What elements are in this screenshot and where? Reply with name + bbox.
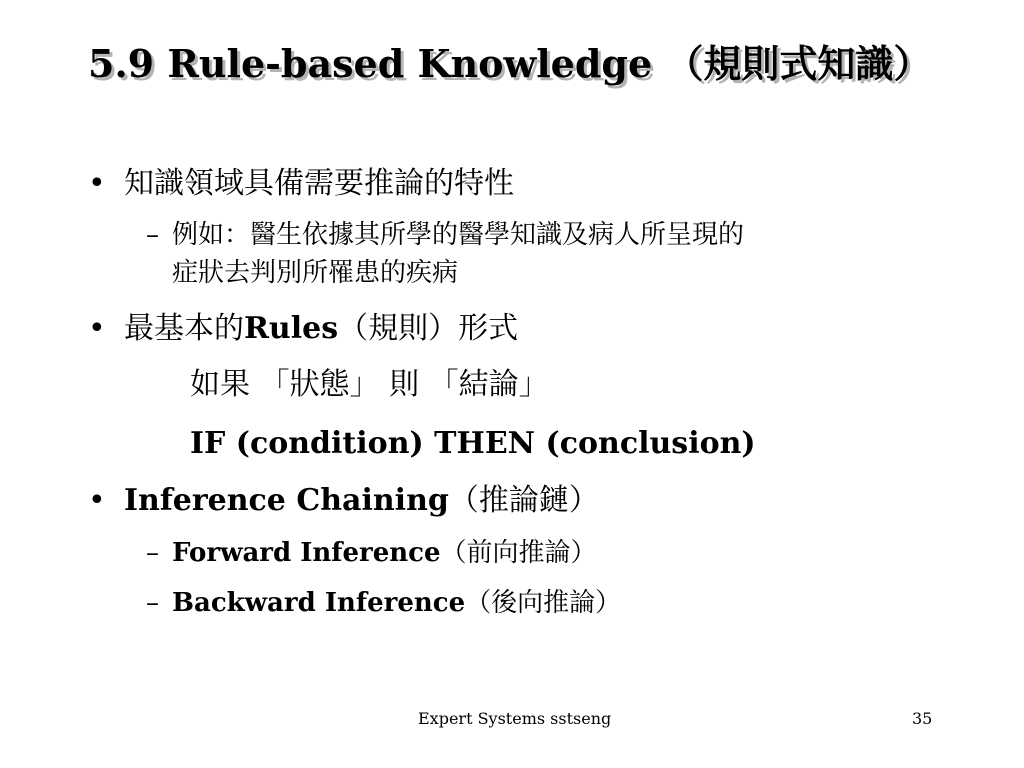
bullet-inference-chaining-post: （推論鏈） [448,483,599,518]
sub-bullet-backward-inference [172,586,621,620]
rule-line-english: IF (condition) THEN (conclusion) [190,426,756,461]
backward-inference-bold: Backward Inference [172,588,466,618]
bullet-basic-rules-bold: Rules [244,311,339,346]
bullet-basic-rules-pre: 最基本的 [124,311,244,346]
slide-title: 5.9 Rule-based Knowledge （規則式知識） [88,41,932,86]
backward-inference-post: （後向推論） [465,588,622,618]
bullet-basic-rules-post: （規則）形式 [338,311,519,346]
sub-bullet-forward-inference [172,536,597,570]
sub-bullet-example-line1: 例如：醫生依據其所學的醫學知識及病人所呈現的 [172,220,745,250]
bullet-inference-chaining [124,482,599,520]
sub-bullet-marker: – [146,220,159,250]
bullet-marker: • [88,311,106,346]
bullet-knowledge-domain: 知識領域具備需要推論的特性 [124,166,514,201]
bullet-marker: • [88,166,106,201]
bullet-marker: • [88,483,106,518]
footer-text: Expert Systems sstseng [418,709,612,728]
sub-bullet-marker: – [146,538,159,568]
rule-line-chinese: 如果 「狀態」 則 「結論」 [190,367,549,402]
sub-bullet-example-line2: 症狀去判別所罹患的疾病 [172,258,459,288]
bullet-inference-chaining-bold: Inference Chaining [124,483,449,518]
page-number: 35 [912,709,933,728]
sub-bullet-marker: – [146,588,159,618]
bullet-basic-rules [124,310,518,348]
forward-inference-post: （前向推論） [440,538,597,568]
forward-inference-bold: Forward Inference [172,538,441,568]
